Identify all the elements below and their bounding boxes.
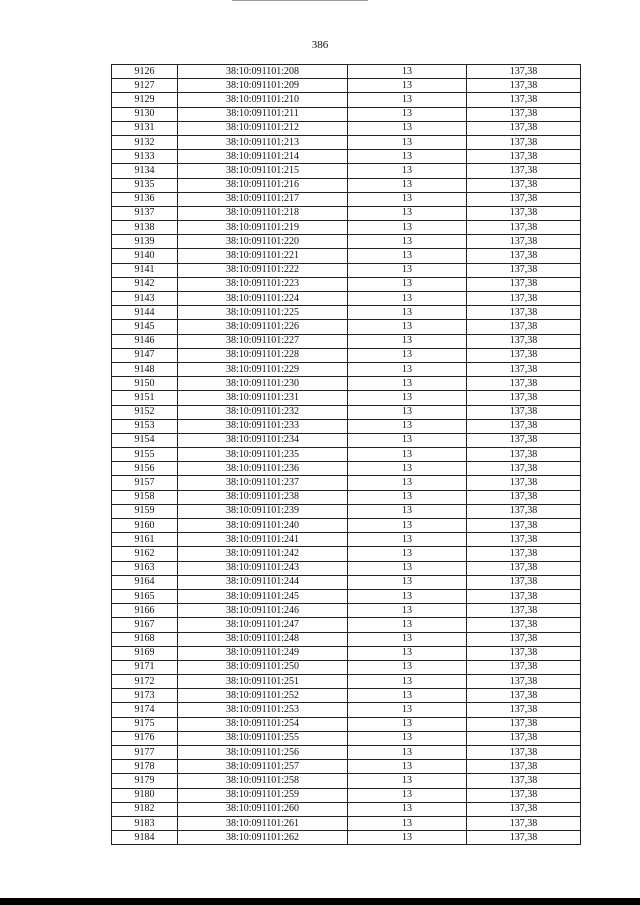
quantity-cell: 13 xyxy=(348,150,467,164)
area-cell: 137,38 xyxy=(467,746,581,760)
quantity-cell: 13 xyxy=(348,547,467,561)
quantity-cell: 13 xyxy=(348,816,467,830)
row-number-cell: 9129 xyxy=(112,93,178,107)
row-number-cell: 9172 xyxy=(112,675,178,689)
row-number-cell: 9171 xyxy=(112,660,178,674)
row-number-cell: 9176 xyxy=(112,731,178,745)
table-row xyxy=(112,561,581,575)
table-row xyxy=(112,292,581,306)
row-number-cell: 9131 xyxy=(112,121,178,135)
table-row xyxy=(112,362,581,376)
area-cell: 137,38 xyxy=(467,135,581,149)
row-number-cell: 9138 xyxy=(112,221,178,235)
quantity-cell: 13 xyxy=(348,802,467,816)
table-row xyxy=(112,504,581,518)
table-row xyxy=(112,604,581,618)
cadastral-number-cell: 38:10:091101:232 xyxy=(178,405,348,419)
area-cell: 137,38 xyxy=(467,547,581,561)
table-row xyxy=(112,519,581,533)
table-row xyxy=(112,646,581,660)
cadastral-number-cell: 38:10:091101:219 xyxy=(178,221,348,235)
area-cell: 137,38 xyxy=(467,504,581,518)
cadastral-number-cell: 38:10:091101:209 xyxy=(178,79,348,93)
quantity-cell: 13 xyxy=(348,405,467,419)
area-cell: 137,38 xyxy=(467,235,581,249)
quantity-cell: 13 xyxy=(348,292,467,306)
row-number-cell: 9126 xyxy=(112,65,178,79)
cadastral-number-cell: 38:10:091101:236 xyxy=(178,462,348,476)
area-cell: 137,38 xyxy=(467,433,581,447)
area-cell: 137,38 xyxy=(467,561,581,575)
row-number-cell: 9140 xyxy=(112,249,178,263)
row-number-cell: 9150 xyxy=(112,377,178,391)
table-row xyxy=(112,178,581,192)
cadastral-number-cell: 38:10:091101:243 xyxy=(178,561,348,575)
area-cell: 137,38 xyxy=(467,774,581,788)
quantity-cell: 13 xyxy=(348,746,467,760)
cadastral-number-cell: 38:10:091101:260 xyxy=(178,802,348,816)
table-row xyxy=(112,731,581,745)
quantity-cell: 13 xyxy=(348,788,467,802)
row-number-cell: 9165 xyxy=(112,589,178,603)
table-row xyxy=(112,320,581,334)
area-cell: 137,38 xyxy=(467,703,581,717)
quantity-cell: 13 xyxy=(348,675,467,689)
table-row xyxy=(112,490,581,504)
cadastral-number-cell: 38:10:091101:262 xyxy=(178,831,348,845)
area-cell: 137,38 xyxy=(467,490,581,504)
cadastral-number-cell: 38:10:091101:246 xyxy=(178,604,348,618)
row-number-cell: 9154 xyxy=(112,433,178,447)
quantity-cell: 13 xyxy=(348,646,467,660)
area-cell: 137,38 xyxy=(467,632,581,646)
table-row xyxy=(112,689,581,703)
area-cell: 137,38 xyxy=(467,476,581,490)
table-row xyxy=(112,206,581,220)
area-cell: 137,38 xyxy=(467,377,581,391)
quantity-cell: 13 xyxy=(348,504,467,518)
row-number-cell: 9162 xyxy=(112,547,178,561)
area-cell: 137,38 xyxy=(467,178,581,192)
quantity-cell: 13 xyxy=(348,519,467,533)
row-number-cell: 9146 xyxy=(112,334,178,348)
table-row xyxy=(112,405,581,419)
table-row xyxy=(112,774,581,788)
cadastral-number-cell: 38:10:091101:258 xyxy=(178,774,348,788)
area-cell: 137,38 xyxy=(467,831,581,845)
quantity-cell: 13 xyxy=(348,320,467,334)
area-cell: 137,38 xyxy=(467,348,581,362)
quantity-cell: 13 xyxy=(348,433,467,447)
page-number: 386 xyxy=(311,39,329,51)
table-row xyxy=(112,377,581,391)
cadastral-number-cell: 38:10:091101:224 xyxy=(178,292,348,306)
cadastral-number-cell: 38:10:091101:217 xyxy=(178,192,348,206)
cadastral-number-cell: 38:10:091101:229 xyxy=(178,362,348,376)
table-row xyxy=(112,150,581,164)
quantity-cell: 13 xyxy=(348,192,467,206)
row-number-cell: 9127 xyxy=(112,79,178,93)
cadastral-number-cell: 38:10:091101:247 xyxy=(178,618,348,632)
row-number-cell: 9167 xyxy=(112,618,178,632)
row-number-cell: 9142 xyxy=(112,277,178,291)
area-cell: 137,38 xyxy=(467,689,581,703)
cadastral-number-cell: 38:10:091101:253 xyxy=(178,703,348,717)
quantity-cell: 13 xyxy=(348,79,467,93)
area-cell: 137,38 xyxy=(467,93,581,107)
registry-table-body xyxy=(112,65,581,845)
area-cell: 137,38 xyxy=(467,618,581,632)
table-row xyxy=(112,660,581,674)
quantity-cell: 13 xyxy=(348,391,467,405)
area-cell: 137,38 xyxy=(467,362,581,376)
area-cell: 137,38 xyxy=(467,206,581,220)
cadastral-number-cell: 38:10:091101:214 xyxy=(178,150,348,164)
cadastral-number-cell: 38:10:091101:248 xyxy=(178,632,348,646)
cadastral-number-cell: 38:10:091101:254 xyxy=(178,717,348,731)
area-cell: 137,38 xyxy=(467,79,581,93)
table-row xyxy=(112,703,581,717)
row-number-cell: 9160 xyxy=(112,519,178,533)
quantity-cell: 13 xyxy=(348,476,467,490)
area-cell: 137,38 xyxy=(467,675,581,689)
table-row xyxy=(112,717,581,731)
row-number-cell: 9144 xyxy=(112,306,178,320)
row-number-cell: 9158 xyxy=(112,490,178,504)
cadastral-number-cell: 38:10:091101:234 xyxy=(178,433,348,447)
quantity-cell: 13 xyxy=(348,178,467,192)
table-row xyxy=(112,589,581,603)
table-row xyxy=(112,107,581,121)
table-row xyxy=(112,462,581,476)
table-row xyxy=(112,348,581,362)
table-row xyxy=(112,746,581,760)
cadastral-number-cell: 38:10:091101:257 xyxy=(178,760,348,774)
row-number-cell: 9135 xyxy=(112,178,178,192)
quantity-cell: 13 xyxy=(348,121,467,135)
row-number-cell: 9177 xyxy=(112,746,178,760)
cadastral-number-cell: 38:10:091101:212 xyxy=(178,121,348,135)
quantity-cell: 13 xyxy=(348,107,467,121)
row-number-cell: 9166 xyxy=(112,604,178,618)
area-cell: 137,38 xyxy=(467,221,581,235)
table-row xyxy=(112,221,581,235)
quantity-cell: 13 xyxy=(348,362,467,376)
cadastral-number-cell: 38:10:091101:225 xyxy=(178,306,348,320)
row-number-cell: 9175 xyxy=(112,717,178,731)
cadastral-number-cell: 38:10:091101:235 xyxy=(178,448,348,462)
quantity-cell: 13 xyxy=(348,249,467,263)
table-row xyxy=(112,334,581,348)
row-number-cell: 9151 xyxy=(112,391,178,405)
table-row xyxy=(112,547,581,561)
cadastral-number-cell: 38:10:091101:223 xyxy=(178,277,348,291)
table-row xyxy=(112,575,581,589)
row-number-cell: 9161 xyxy=(112,533,178,547)
table-row xyxy=(112,135,581,149)
row-number-cell: 9169 xyxy=(112,646,178,660)
quantity-cell: 13 xyxy=(348,334,467,348)
area-cell: 137,38 xyxy=(467,306,581,320)
area-cell: 137,38 xyxy=(467,121,581,135)
table-row xyxy=(112,760,581,774)
row-number-cell: 9137 xyxy=(112,206,178,220)
table-row xyxy=(112,433,581,447)
area-cell: 137,38 xyxy=(467,519,581,533)
quantity-cell: 13 xyxy=(348,774,467,788)
row-number-cell: 9159 xyxy=(112,504,178,518)
table-row xyxy=(112,419,581,433)
cadastral-number-cell: 38:10:091101:256 xyxy=(178,746,348,760)
cadastral-number-cell: 38:10:091101:245 xyxy=(178,589,348,603)
quantity-cell: 13 xyxy=(348,93,467,107)
area-cell: 137,38 xyxy=(467,448,581,462)
cadastral-number-cell: 38:10:091101:218 xyxy=(178,206,348,220)
area-cell: 137,38 xyxy=(467,192,581,206)
cadastral-number-cell: 38:10:091101:226 xyxy=(178,320,348,334)
row-number-cell: 9141 xyxy=(112,263,178,277)
area-cell: 137,38 xyxy=(467,788,581,802)
quantity-cell: 13 xyxy=(348,206,467,220)
row-number-cell: 9147 xyxy=(112,348,178,362)
row-number-cell: 9180 xyxy=(112,788,178,802)
cadastral-number-cell: 38:10:091101:259 xyxy=(178,788,348,802)
table-row xyxy=(112,306,581,320)
quantity-cell: 13 xyxy=(348,235,467,249)
quantity-cell: 13 xyxy=(348,604,467,618)
area-cell: 137,38 xyxy=(467,717,581,731)
table-row xyxy=(112,816,581,830)
quantity-cell: 13 xyxy=(348,703,467,717)
table-row xyxy=(112,632,581,646)
quantity-cell: 13 xyxy=(348,717,467,731)
cadastral-number-cell: 38:10:091101:242 xyxy=(178,547,348,561)
table-row xyxy=(112,476,581,490)
row-number-cell: 9145 xyxy=(112,320,178,334)
row-number-cell: 9163 xyxy=(112,561,178,575)
quantity-cell: 13 xyxy=(348,135,467,149)
cadastral-number-cell: 38:10:091101:216 xyxy=(178,178,348,192)
quantity-cell: 13 xyxy=(348,618,467,632)
quantity-cell: 13 xyxy=(348,306,467,320)
row-number-cell: 9168 xyxy=(112,632,178,646)
quantity-cell: 13 xyxy=(348,575,467,589)
cadastral-number-cell: 38:10:091101:244 xyxy=(178,575,348,589)
quantity-cell: 13 xyxy=(348,731,467,745)
top-rule xyxy=(232,0,368,1)
area-cell: 137,38 xyxy=(467,334,581,348)
table-row xyxy=(112,192,581,206)
table-row xyxy=(112,249,581,263)
area-cell: 137,38 xyxy=(467,263,581,277)
area-cell: 137,38 xyxy=(467,462,581,476)
row-number-cell: 9143 xyxy=(112,292,178,306)
scan-bottom-edge xyxy=(0,898,640,905)
row-number-cell: 9152 xyxy=(112,405,178,419)
table-row xyxy=(112,448,581,462)
quantity-cell: 13 xyxy=(348,277,467,291)
registry-table xyxy=(111,64,581,845)
cadastral-number-cell: 38:10:091101:228 xyxy=(178,348,348,362)
quantity-cell: 13 xyxy=(348,632,467,646)
table-row xyxy=(112,831,581,845)
cadastral-number-cell: 38:10:091101:222 xyxy=(178,263,348,277)
row-number-cell: 9183 xyxy=(112,816,178,830)
row-number-cell: 9153 xyxy=(112,419,178,433)
area-cell: 137,38 xyxy=(467,419,581,433)
area-cell: 137,38 xyxy=(467,660,581,674)
table-row xyxy=(112,235,581,249)
row-number-cell: 9182 xyxy=(112,802,178,816)
table-row xyxy=(112,277,581,291)
cadastral-number-cell: 38:10:091101:255 xyxy=(178,731,348,745)
row-number-cell: 9184 xyxy=(112,831,178,845)
area-cell: 137,38 xyxy=(467,589,581,603)
quantity-cell: 13 xyxy=(348,831,467,845)
quantity-cell: 13 xyxy=(348,462,467,476)
quantity-cell: 13 xyxy=(348,660,467,674)
table-row xyxy=(112,391,581,405)
table-row xyxy=(112,93,581,107)
area-cell: 137,38 xyxy=(467,292,581,306)
row-number-cell: 9148 xyxy=(112,362,178,376)
table-row xyxy=(112,263,581,277)
quantity-cell: 13 xyxy=(348,263,467,277)
cadastral-number-cell: 38:10:091101:211 xyxy=(178,107,348,121)
row-number-cell: 9132 xyxy=(112,135,178,149)
area-cell: 137,38 xyxy=(467,604,581,618)
table-row xyxy=(112,618,581,632)
cadastral-number-cell: 38:10:091101:221 xyxy=(178,249,348,263)
cadastral-number-cell: 38:10:091101:213 xyxy=(178,135,348,149)
cadastral-number-cell: 38:10:091101:210 xyxy=(178,93,348,107)
table-row xyxy=(112,164,581,178)
area-cell: 137,38 xyxy=(467,816,581,830)
row-number-cell: 9155 xyxy=(112,448,178,462)
row-number-cell: 9130 xyxy=(112,107,178,121)
row-number-cell: 9134 xyxy=(112,164,178,178)
row-number-cell: 9136 xyxy=(112,192,178,206)
area-cell: 137,38 xyxy=(467,405,581,419)
area-cell: 137,38 xyxy=(467,760,581,774)
cadastral-number-cell: 38:10:091101:249 xyxy=(178,646,348,660)
row-number-cell: 9174 xyxy=(112,703,178,717)
quantity-cell: 13 xyxy=(348,490,467,504)
quantity-cell: 13 xyxy=(348,448,467,462)
quantity-cell: 13 xyxy=(348,589,467,603)
quantity-cell: 13 xyxy=(348,561,467,575)
area-cell: 137,38 xyxy=(467,533,581,547)
cadastral-number-cell: 38:10:091101:250 xyxy=(178,660,348,674)
cadastral-number-cell: 38:10:091101:241 xyxy=(178,533,348,547)
area-cell: 137,38 xyxy=(467,249,581,263)
quantity-cell: 13 xyxy=(348,164,467,178)
cadastral-number-cell: 38:10:091101:220 xyxy=(178,235,348,249)
quantity-cell: 13 xyxy=(348,377,467,391)
row-number-cell: 9178 xyxy=(112,760,178,774)
cadastral-number-cell: 38:10:091101:230 xyxy=(178,377,348,391)
cadastral-number-cell: 38:10:091101:233 xyxy=(178,419,348,433)
row-number-cell: 9156 xyxy=(112,462,178,476)
area-cell: 137,38 xyxy=(467,65,581,79)
area-cell: 137,38 xyxy=(467,575,581,589)
table-row xyxy=(112,675,581,689)
row-number-cell: 9133 xyxy=(112,150,178,164)
area-cell: 137,38 xyxy=(467,320,581,334)
table-row xyxy=(112,788,581,802)
cadastral-number-cell: 38:10:091101:239 xyxy=(178,504,348,518)
cadastral-number-cell: 38:10:091101:208 xyxy=(178,65,348,79)
quantity-cell: 13 xyxy=(348,689,467,703)
area-cell: 137,38 xyxy=(467,150,581,164)
table-row xyxy=(112,65,581,79)
table-row xyxy=(112,802,581,816)
row-number-cell: 9157 xyxy=(112,476,178,490)
area-cell: 137,38 xyxy=(467,802,581,816)
cadastral-number-cell: 38:10:091101:252 xyxy=(178,689,348,703)
area-cell: 137,38 xyxy=(467,277,581,291)
area-cell: 137,38 xyxy=(467,391,581,405)
area-cell: 137,38 xyxy=(467,107,581,121)
area-cell: 137,38 xyxy=(467,646,581,660)
row-number-cell: 9173 xyxy=(112,689,178,703)
cadastral-number-cell: 38:10:091101:251 xyxy=(178,675,348,689)
area-cell: 137,38 xyxy=(467,164,581,178)
row-number-cell: 9164 xyxy=(112,575,178,589)
cadastral-number-cell: 38:10:091101:238 xyxy=(178,490,348,504)
area-cell: 137,38 xyxy=(467,731,581,745)
table-row xyxy=(112,533,581,547)
cadastral-number-cell: 38:10:091101:237 xyxy=(178,476,348,490)
quantity-cell: 13 xyxy=(348,348,467,362)
row-number-cell: 9179 xyxy=(112,774,178,788)
quantity-cell: 13 xyxy=(348,419,467,433)
quantity-cell: 13 xyxy=(348,533,467,547)
cadastral-number-cell: 38:10:091101:261 xyxy=(178,816,348,830)
row-number-cell: 9139 xyxy=(112,235,178,249)
quantity-cell: 13 xyxy=(348,760,467,774)
cadastral-number-cell: 38:10:091101:227 xyxy=(178,334,348,348)
quantity-cell: 13 xyxy=(348,221,467,235)
cadastral-number-cell: 38:10:091101:240 xyxy=(178,519,348,533)
quantity-cell: 13 xyxy=(348,65,467,79)
cadastral-number-cell: 38:10:091101:231 xyxy=(178,391,348,405)
cadastral-number-cell: 38:10:091101:215 xyxy=(178,164,348,178)
table-row xyxy=(112,79,581,93)
table-row xyxy=(112,121,581,135)
